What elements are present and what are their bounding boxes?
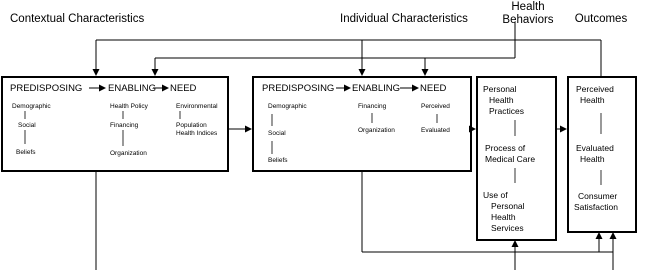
ind-evaluated: Evaluated (421, 127, 450, 134)
ctx-organization: Organization (110, 150, 147, 157)
perceived-health-line1: Perceived (576, 84, 614, 94)
ind-financing: Financing (358, 103, 387, 110)
process-medical-care-line1: Process of (485, 143, 526, 153)
personal-practices-line3: Practices (489, 106, 524, 116)
use-services-line4: Services (491, 223, 524, 233)
ctx-beliefs: Beliefs (16, 149, 36, 156)
outcomes-box (568, 77, 636, 232)
use-services-line1: Use of (483, 190, 508, 200)
ind-need-label: NEED (420, 83, 447, 94)
health-behaviors-header-line2: Behaviors (502, 14, 554, 26)
ind-enabling-label: ENABLING (352, 83, 401, 94)
personal-practices-line2: Health (489, 95, 514, 105)
health-behaviors-header-line1: Health (511, 1, 545, 13)
ctx-need-label: NEED (170, 83, 197, 94)
ctx-financing: Financing (110, 122, 139, 129)
ctx-health-policy: Health Policy (110, 103, 148, 110)
ctx-population-line1: Population (176, 122, 207, 129)
ind-beliefs: Beliefs (268, 157, 288, 164)
contextual-box (2, 77, 228, 171)
evaluated-health-line1: Evaluated (576, 143, 614, 153)
ind-organization: Organization (358, 127, 395, 134)
ctx-social: Social (18, 122, 36, 129)
outcomes-header: Outcomes (574, 13, 628, 25)
ctx-predisposing-label: PREDISPOSING (10, 83, 83, 94)
contextual-characteristics-header: Contextual Characteristics (10, 13, 145, 25)
ctx-environmental: Environmental (176, 103, 218, 110)
health-behaviors-box (477, 77, 556, 240)
ctx-demographic: Demographic (12, 103, 51, 110)
ind-perceived: Perceived (421, 103, 450, 110)
personal-practices-line1: Personal (483, 84, 517, 94)
ind-demographic: Demographic (268, 103, 307, 110)
feedback-lines-top (96, 22, 601, 76)
process-medical-care-line2: Medical Care (485, 154, 536, 164)
ind-predisposing-label: PREDISPOSING (262, 83, 335, 94)
use-services-line3: Health (491, 212, 516, 222)
individual-characteristics-header: Individual Characteristics (340, 13, 468, 25)
ind-social: Social (268, 130, 286, 137)
consumer-satisfaction-line1: Consumer (578, 191, 618, 201)
ctx-population-line2: Health Indices (176, 130, 218, 137)
ctx-enabling-label: ENABLING (108, 83, 157, 94)
evaluated-health-line2: Health (580, 154, 605, 164)
perceived-health-line2: Health (580, 95, 605, 105)
consumer-satisfaction-line2: Satisfaction (574, 202, 618, 212)
use-services-line2: Personal (491, 201, 525, 211)
individual-box (253, 77, 471, 171)
